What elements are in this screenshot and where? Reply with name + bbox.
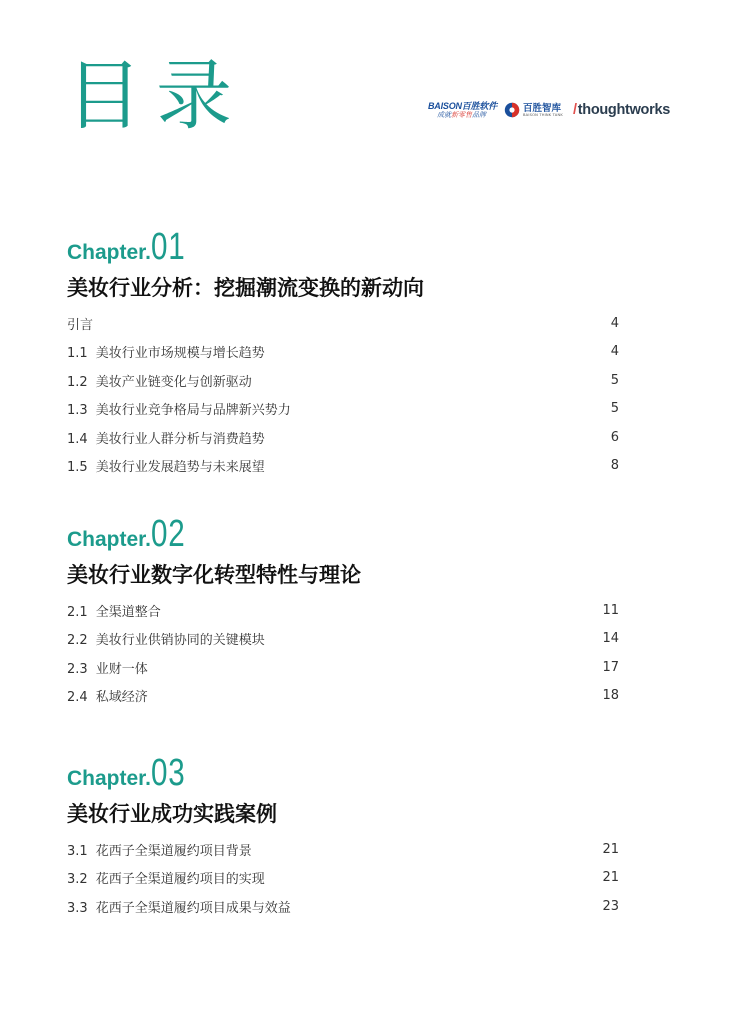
toc-entry-label xyxy=(67,342,265,361)
toc-entry-label xyxy=(67,686,148,705)
toc-entry-number: 3.1 xyxy=(67,843,88,859)
toc-entry-label xyxy=(67,629,265,648)
toc-entry-page: 14 xyxy=(602,631,619,647)
toc-entry-label xyxy=(67,897,291,916)
chapter-title: 美妆行业数字化转型特性与理论 xyxy=(67,563,361,587)
partner-logos xyxy=(428,98,670,122)
toc-entry-label xyxy=(67,428,265,447)
toc-entry[interactable] xyxy=(67,596,619,625)
toc-entry-label xyxy=(67,371,252,390)
chapter-label xyxy=(67,228,619,266)
thoughtworks-wordmark: thoughtworks xyxy=(577,102,670,118)
toc-entry-page: 21 xyxy=(602,870,619,886)
toc-entry-number: 1.2 xyxy=(67,374,88,390)
toc-entry-label xyxy=(67,456,265,475)
toc-entry-page: 18 xyxy=(602,688,619,704)
baison-logo-name: BAISON百胜软件 xyxy=(428,101,498,111)
chapter-03-section xyxy=(67,754,619,921)
toc-entry-page: 4 xyxy=(610,344,619,360)
chapter-word: Chapter. xyxy=(67,528,152,551)
toc-entry-number: 2.4 xyxy=(67,690,88,706)
toc-entry-text: 美妆行业供销协同的关键模块 xyxy=(95,633,265,649)
toc-list xyxy=(67,309,619,480)
toc-entry[interactable] xyxy=(67,309,619,338)
toc-entry[interactable] xyxy=(67,892,619,921)
baison-think-tank-logo xyxy=(504,99,568,121)
toc-entry-text: 私域经济 xyxy=(95,690,148,706)
toc-entry[interactable] xyxy=(67,423,619,452)
toc-entry-text: 美妆行业发展趋势与未来展望 xyxy=(95,460,265,476)
toc-entry-page: 11 xyxy=(602,602,619,618)
toc-entry-label xyxy=(67,399,291,418)
toc-entry-number: 1.5 xyxy=(67,460,88,476)
page-title: 目录 xyxy=(66,51,246,140)
toc-entry-label xyxy=(67,658,148,677)
baison-tagline-highlight: 新零售 xyxy=(451,112,472,119)
toc-entry-number: 3.3 xyxy=(67,900,88,916)
toc-entry[interactable] xyxy=(67,625,619,654)
thoughtworks-slash: / xyxy=(573,102,577,118)
toc-entry-number: 2.3 xyxy=(67,661,88,677)
toc-entry-text: 美妆行业竞争格局与品牌新兴势力 xyxy=(95,403,291,419)
toc-entry-text: 花西子全渠道履约项目的实现 xyxy=(95,872,265,888)
chapter-word: Chapter. xyxy=(67,241,152,264)
chapter-label xyxy=(67,515,619,553)
toc-entry-label xyxy=(67,868,265,887)
toc-entry-page: 4 xyxy=(610,315,619,331)
baison-logo xyxy=(428,99,498,121)
toc-entry-text: 花西子全渠道履约项目背景 xyxy=(95,843,252,859)
toc-entry-text: 引言 xyxy=(67,317,94,333)
toc-entry-text: 花西子全渠道履约项目成果与效益 xyxy=(95,900,291,916)
toc-entry-page: 23 xyxy=(602,898,619,914)
toc-entry-number: 2.1 xyxy=(67,604,88,620)
baison-tagline-part: 成就 xyxy=(437,112,451,119)
baison-logo-tagline xyxy=(437,110,486,120)
toc-entry-page: 17 xyxy=(602,659,619,675)
toc-entry-label xyxy=(67,601,161,620)
chapter-word: Chapter. xyxy=(67,767,152,790)
toc-entry-page: 5 xyxy=(610,372,619,388)
chapter-label xyxy=(67,754,619,792)
toc-entry-label xyxy=(67,314,93,333)
toc-entry-text: 美妆行业人群分析与消费趋势 xyxy=(95,431,265,447)
toc-entry-text: 业财一体 xyxy=(95,661,148,677)
toc-entry[interactable] xyxy=(67,835,619,864)
toc-entry-number: 1.4 xyxy=(67,431,88,447)
toc-entry-text: 美妆产业链变化与创新驱动 xyxy=(95,374,252,390)
toc-entry-page: 5 xyxy=(610,401,619,417)
chapter-title: 美妆行业成功实践案例 xyxy=(67,802,277,826)
toc-entry-text: 全渠道整合 xyxy=(95,604,161,620)
toc-entry-label xyxy=(67,840,252,859)
toc-entry-page: 6 xyxy=(610,429,619,445)
think-tank-name: 百胜智库 xyxy=(523,103,562,114)
toc-entry-text: 美妆行业市场规模与增长趋势 xyxy=(95,346,265,362)
toc-entry[interactable] xyxy=(67,338,619,367)
toc-entry-number: 2.2 xyxy=(67,633,88,649)
chapter-number: 01 xyxy=(151,226,186,268)
think-tank-subtitle: BAISON THINK TANK xyxy=(523,113,563,117)
toc-entry[interactable] xyxy=(67,452,619,481)
toc-entry[interactable] xyxy=(67,366,619,395)
toc-entry[interactable] xyxy=(67,682,619,711)
thoughtworks-logo xyxy=(573,102,670,118)
chapter-02-section xyxy=(67,515,619,710)
toc-entry-number: 3.2 xyxy=(67,872,88,888)
toc-list xyxy=(67,835,619,921)
toc-entry[interactable] xyxy=(67,395,619,424)
toc-entry[interactable] xyxy=(67,864,619,893)
baison-tagline-part: 品牌 xyxy=(472,112,486,119)
chapter-title: 美妆行业分析：挖掘潮流变换的新动向 xyxy=(67,276,424,300)
toc-entry-number: 1.3 xyxy=(67,403,88,419)
toc-list xyxy=(67,596,619,710)
think-tank-mark-icon xyxy=(504,102,520,118)
toc-entry-page: 21 xyxy=(602,841,619,857)
toc-entry[interactable] xyxy=(67,653,619,682)
chapter-01-section xyxy=(67,228,619,480)
chapter-number: 02 xyxy=(151,513,186,555)
toc-entry-page: 8 xyxy=(610,458,619,474)
chapter-number: 03 xyxy=(151,752,186,794)
toc-entry-number: 1.1 xyxy=(67,346,88,362)
